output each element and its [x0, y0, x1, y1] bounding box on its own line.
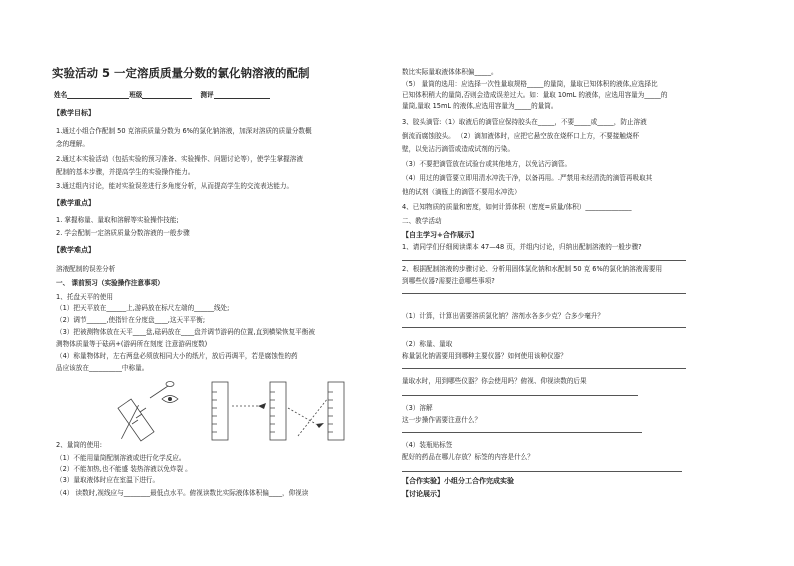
- discussion-heading: 【讨论展示】: [402, 490, 444, 498]
- dropper-line: （4）用过的滴管要立即用清水冲洗干净，以备再用。.严禁用未经清洗的滴管再吸取其: [402, 174, 653, 182]
- answer-line[interactable]: [402, 368, 686, 369]
- name-label: 姓名: [54, 91, 68, 99]
- self-study-line: 到哪些仪器?需要注意哪些事项?: [402, 277, 495, 285]
- weigh-question: 称量氯化钠需要用到哪种主要仪器？如何使用该种仪器？: [402, 352, 567, 360]
- balance-heading: 1、托盘天平的使用: [56, 293, 113, 301]
- dropper-cylinder-illustration: [110, 378, 192, 444]
- measure-question: 量取水时，用到哪些仪器？你会使用吗？俯视、仰视读数的后果: [402, 377, 587, 385]
- class-field[interactable]: [142, 91, 192, 99]
- dropper-line: （3）不要把滴管放在试验台或其他地方，以免沾污滴管。: [402, 160, 572, 168]
- self-study-heading: 【自主学习+合作展示】: [402, 231, 478, 239]
- goal-line: 1.通过小组合作配制 50 克溶质质量分数为 6%的氯化钠溶液，加深对溶质的质量分数概: [56, 127, 312, 135]
- eye-icon: [160, 392, 180, 406]
- class-label: 班级: [129, 91, 143, 99]
- cylinder-cont-line: 量筒,量取 15mL 的液体,应选用容量为_____的量筒。: [402, 102, 558, 110]
- cylinder-heading: 2、量筒的使用:: [56, 441, 102, 449]
- difficulty-heading: 【教学难点】: [53, 246, 95, 254]
- goals-heading: 【教学目标】: [53, 109, 95, 117]
- goal-line: 念的理解。: [56, 140, 89, 148]
- weigh-step: （2）称量、量取: [402, 340, 453, 348]
- answer-line[interactable]: [402, 327, 686, 328]
- balance-line: 测物体质量等于砝码+(游码所在刻度 注意游码度数): [56, 340, 208, 348]
- cylinder-cont-line: 已知体积稍大的量筒,否则会造成误差过大。如：量取 10mL 的液体，应选用容量为_____的: [402, 91, 668, 99]
- cylinder-cont-line: 数比实际量取液体体积偏_____。: [402, 68, 498, 76]
- activity-heading: 二、教学活动: [402, 217, 442, 225]
- name-field[interactable]: [67, 91, 129, 99]
- eval-field[interactable]: [214, 91, 270, 99]
- cylinder-line: （2）不能加热,也不能盛 装热溶液以免炸裂 。: [56, 465, 192, 473]
- label-step: （4）装瓶贴标签: [402, 441, 453, 449]
- goal-line: 2.通过本实验活动（包括实验的预习准备、实验操作、问题讨论等），使学生掌握溶液: [56, 155, 303, 163]
- label-question: 配好的药品在哪儿存放？标签的内容是什么？: [402, 453, 534, 461]
- calc-step: （1）计算，计算出需要溶质氯化钠？溶剂水各多少克？合多少毫升？: [402, 312, 605, 320]
- balance-line: （3）把被测物体放在天平____盘,砝码放在____盘并调节游码的位置,直到横梁恢复平衡被: [56, 328, 315, 336]
- balance-line: 品应该放在__________中称量。: [56, 364, 149, 372]
- cylinder-line: （4） 读数时,视线应与________最低点水平。俯视读数比实际液体体积偏____，仰视读: [56, 489, 309, 497]
- cylinder-line: （1）不能用量筒配制溶液或进行化学反应。: [56, 454, 186, 462]
- self-study-line: 2、根据配制溶液的步骤讨论、分析用固体氯化钠和水配制 50 克 6%的氯化钠溶液需要用: [402, 265, 663, 273]
- balance-line: （1）把天平放在______上,游码放在标尺左端的______线处;: [56, 304, 230, 312]
- self-study-line: 1、请同学们仔细阅读课本 47—48 页，并组内讨论，归纳出配制溶液的一般步骤?: [402, 243, 642, 251]
- preview-heading: 一、 课前预习（实验操作注意事项）: [56, 279, 164, 287]
- cylinder-cont-line: （5） 量筒的选用：应选择一次性量取规格_____的量筒，量取已知体积的液体,应选择比: [402, 80, 658, 88]
- key-point: 1. 掌握称量、量取和溶解等实验操作技能;: [56, 216, 179, 224]
- eval-label: 测评: [200, 91, 214, 99]
- dropper-line: 3、胶头滴管:（1）取液后的滴管应保持胶头在_____，不要_____或_____，防止溶液: [402, 118, 647, 126]
- answer-line[interactable]: [402, 471, 682, 472]
- page-title: 实验活动 5 一定溶质质量分数的氯化钠溶液的配制: [52, 66, 310, 80]
- coop-heading: 【合作实验】小组分工合作完成实验: [402, 477, 514, 485]
- answer-line[interactable]: [402, 432, 642, 433]
- dissolve-question: 这一步操作需要注意什么？: [402, 416, 482, 424]
- key-point: 2. 学会配制一定溶质质量分数溶液的一般步骤: [56, 229, 190, 237]
- balance-line: （4）称量物体时，左右两盘必须放相同大小的纸片，放后再调平，若是腐蚀性的药: [56, 352, 298, 360]
- balance-line: （2）调节______,使指针在分度盘____,这天平平衡;: [56, 316, 206, 324]
- dissolve-step: （3）溶解: [402, 404, 433, 412]
- reading-cylinders-illustration: [198, 378, 358, 444]
- goal-line: 3.通过组内讨论，能对实验误差进行多角度分析，从而提高学生的交流表达能力。: [56, 182, 294, 190]
- dropper-line: 他的试剂（滴瓶上的滴管不要用水冲洗）: [402, 188, 521, 196]
- key-points-heading: 【教学重点】: [53, 199, 95, 207]
- answer-line[interactable]: [402, 260, 686, 261]
- goal-line: 配制的基本步骤，并提高学生的实验操作能力。: [56, 168, 195, 176]
- dropper-line: 壁，以免沾污滴管或造成试剂的污染。: [402, 145, 515, 153]
- difficulty-text: 溶液配制的误差分析: [56, 265, 116, 273]
- answer-line[interactable]: [402, 293, 686, 294]
- answer-line[interactable]: [402, 395, 638, 396]
- dropper-line: 倒流而腐蚀胶头。 （2）滴加液体时，应把它悬空放在烧杯口上方，不要接触烧杯: [402, 132, 640, 140]
- volume-question: 4、已知物质的质量和密度，如何计算体积（密度=质量/体积）______________: [402, 203, 632, 211]
- student-info-row: [54, 91, 270, 99]
- cylinder-line: （3）量取液体时应在室温下进行。: [56, 476, 160, 484]
